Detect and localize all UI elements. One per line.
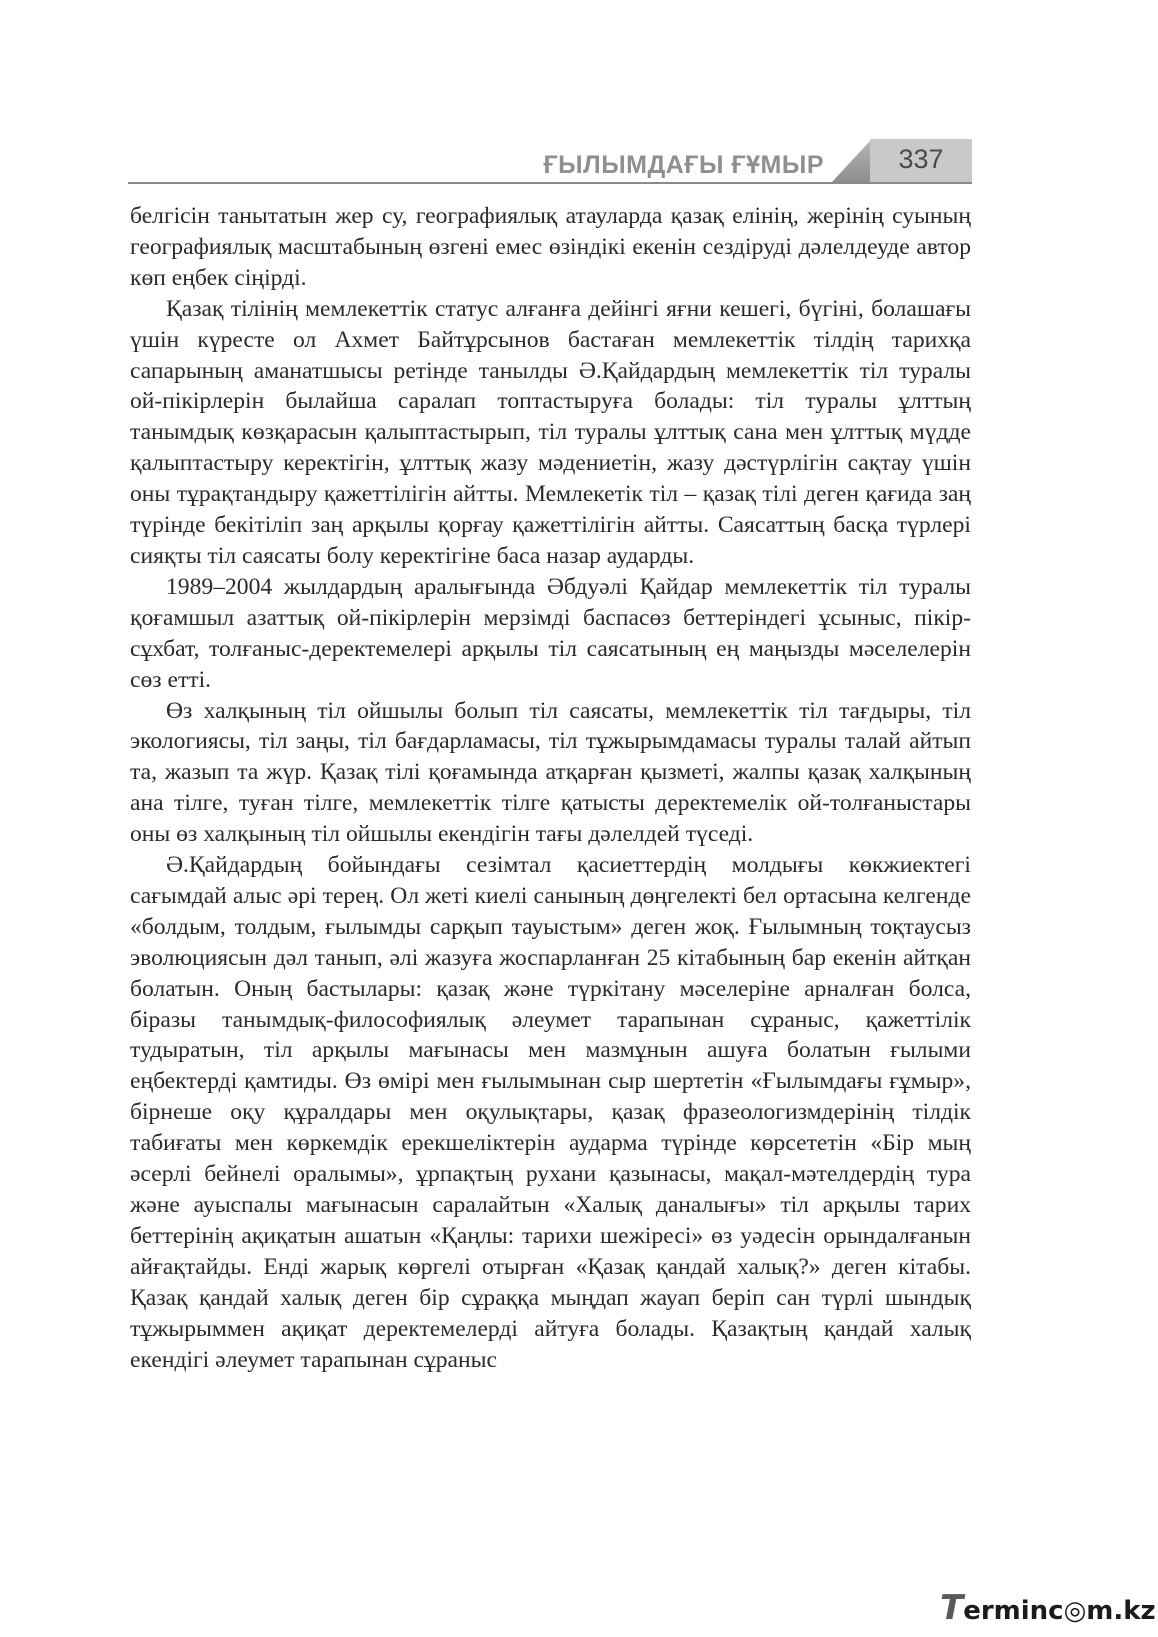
watermark-domain: m.kz — [1086, 1596, 1156, 1626]
paragraph-2: Қазақ тілінің мемлекеттік статус алғанға дейінгі яғни кешегі, бүгіні, болашағы үшін күресте ол Ахмет Байтұрсынов бастаған мемлекеттік тілдің тарихқа сапарының аманатшысы ретінде танылды Ә.Қайдардың мемлекеттік тіл туралы ой-пікірлерін былайша саралап топтастыруға болады: тіл туралы ұлттың танымдық көзқарасын қалыптастырып, тіл туралы ұлттық сана мен ұлттық мүдде қалыптастыру керектігін, ұлттық жазу мәдениетін, жазу дәстүрлігін сақтау үшін оны тұрақтандыру қажеттілігін айтты. Мемлекетік тіл – қазақ тілі деген қағида заң түрінде бекітіліп заң арқылы қорғау қажеттілігін айтты. Саясаттың басқа түрлері сияқты тіл саясаты болу керектігіне баса назар аударды. — [130, 295, 971, 569]
page-number: 337 — [898, 144, 944, 174]
termincom-watermark — [940, 1588, 1156, 1628]
watermark-text: erminc — [963, 1596, 1064, 1626]
paragraph-1: белгісін танытатын жер су, географиялық атауларда қазақ елінің, жерінің суының географиялық масштабының өзгені емес өзіндікі екенін сездіруді дәлелдеуде автор көп еңбек сіңірді. — [130, 203, 971, 291]
running-header — [128, 139, 972, 185]
body-text — [130, 201, 971, 1375]
page-number-tab — [832, 139, 972, 182]
paragraph-4: Өз халқының тіл ойшылы болып тіл саясаты, мемлекеттік тіл тағдыры, тіл экологиясы, тіл заңы, тіл бағдарламасы, тіл тұжырымдамасы туралы талай айтып та, жазып та жүр. Қазақ тілі қоғамында атқарған қызметі, жалпы қазақ халқының ана тілге, туған тілге, мемлекеттік тілге қатысты деректемелік ой-толғаныстары оны өз халқының тіл ойшылы екендігін тағы дәлелдей түседі. — [130, 697, 971, 848]
running-title: ҒЫЛЫМДАҒЫ ҒҰМЫР — [543, 151, 824, 179]
watermark-t-logo: T — [940, 1588, 964, 1628]
paragraph-5: Ә.Қайдардың бойындағы сезімтал қасиеттердің молдығы көкжиектегі сағымдай алыс әрі терең. Ол жеті киелі санының дөңгелекті бел ортасына келгенде «болдым, толдым, ғылымды сарқып тауыстым» деген жоқ. Ғылымның тоқтаусыз эволюциясын дәл танып, әлі жазуға жоспарланған 25 кітабының бар екенін айтқан болатын. Оның бастылары: қазақ және түркітану мәселеріне арналған болса, біразы танымдық-философиялық әлеумет тарапынан сұраныс, қажеттілік тудыратын, тіл арқылы мағынасы мен мазмұнын ашуға болатын ғылыми еңбектерді қамтиды. Өз өмірі мен ғылымынан сыр шертетін «Ғылымдағы ғұмыр», бірнеше оқу құралдары мен оқулықтары, қазақ фразеологизмдерінің тілдік табиғаты мен көркемдік ерекшеліктерін аударма түрінде көрсететін «Бір мың әсерлі бейнелі оралымы», ұрпақтың рухани қазынасы, мақал-мәтелдердің тура және ауыспалы мағынасын саралайтын «Халық даналығы» тіл арқылы тарих беттерінің ақиқатын ашатын «Қаңлы: тарихи шежіресі» өз уәдесін орындалғанын айғақтайды. Енді жарық көргелі отырған «Қазақ қандай халық?» деген кітабы. Қазақ қандай халық деген бір сұраққа мыңдап жауап беріп сан түрлі шындық тұжырыммен ақиқат деректемелерді айтуға болады. Қазақтың қандай халық екендігі әлеумет тарапынан сұраныс — [130, 852, 971, 1373]
watermark-o-icon: ◎ — [1063, 1596, 1087, 1626]
header-rule — [128, 182, 972, 184]
paragraph-3: 1989–2004 жылдардың аралығында Әбдуәлі Қайдар мемлекеттік тіл туралы қоғамшыл азаттық ой-пікірлерін мерзімді баспасөз беттеріндегі ұсыныс, пікір-сұхбат, толғаныс-деректемелері арқылы тіл саясатының ең маңызды мәселелерін сөз етті. — [130, 573, 971, 693]
